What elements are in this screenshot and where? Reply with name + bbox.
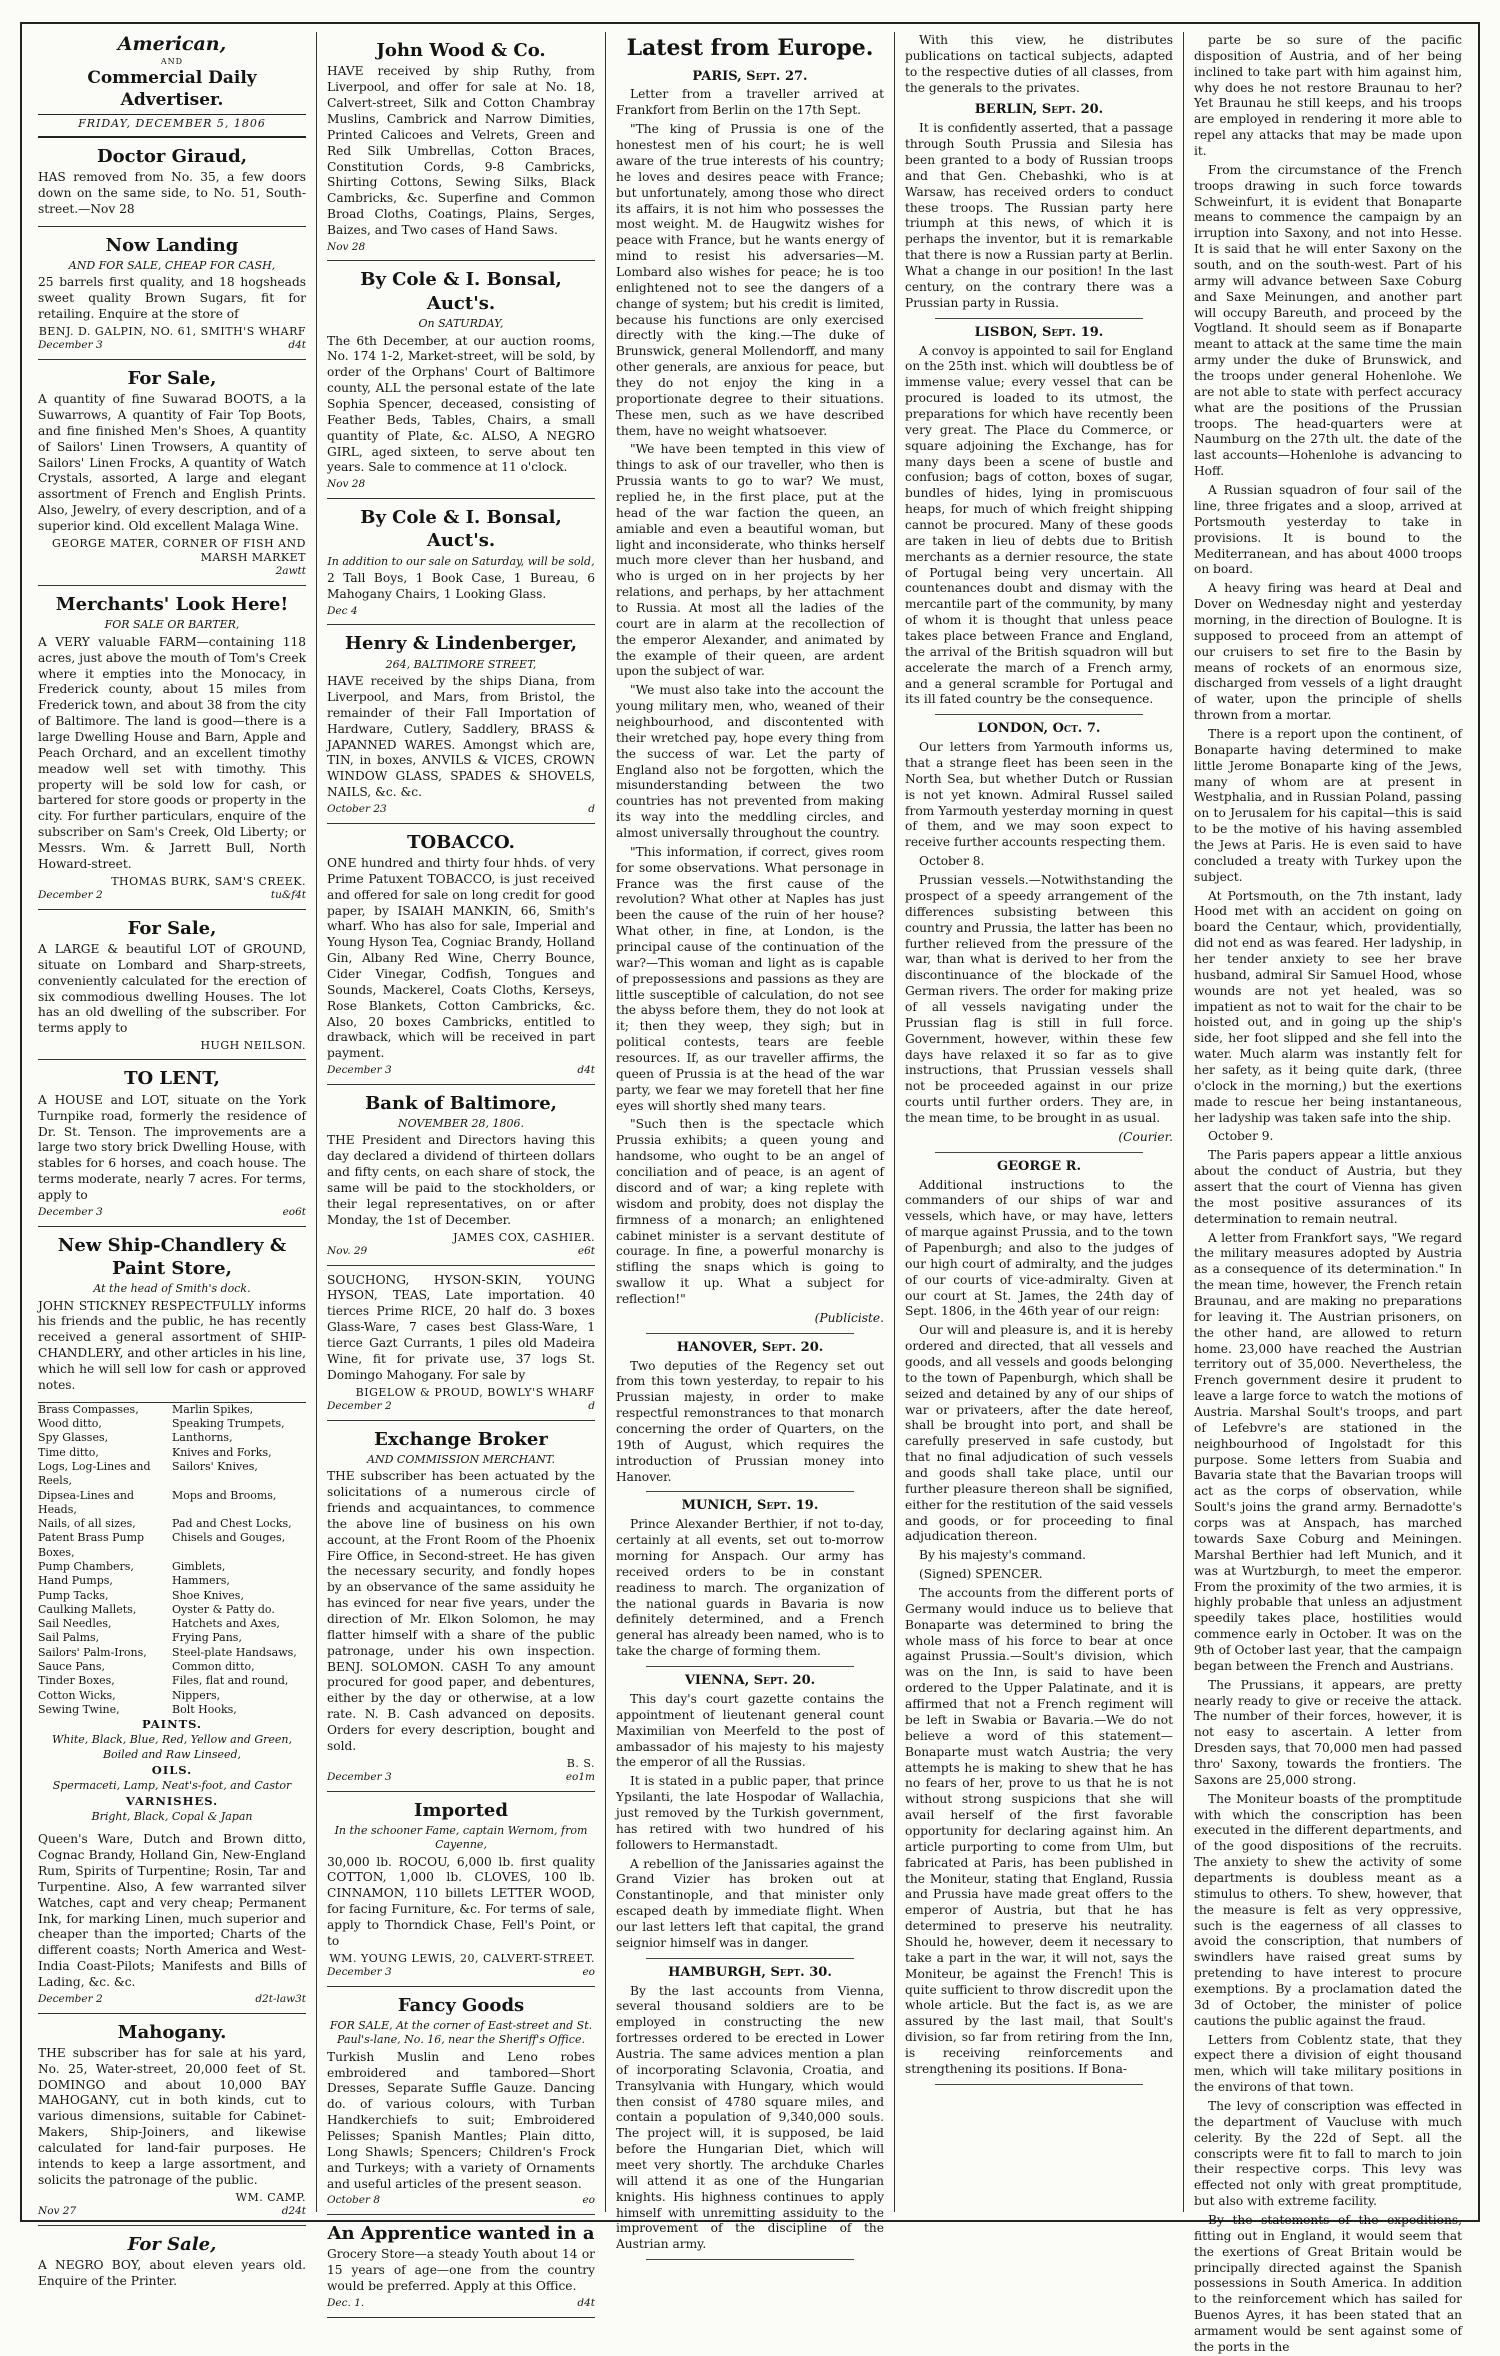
news-paragraph: By the last accounts from Vienna, several thousand soldiers are to be employed in constructing the new fortresses ordered to be erected in Lower Austria. The same advices mention a plan of incorporating Sclavonia, Croatia, and Transylvania with Hungary, which would then consist of 4780 square miles, and contain a population of 9,340,000 souls. The project will, it is supposed, be laid before the Hungarian Diet, which will meet very shortly. The archduke Charles will attend it as one of the Hungarian knights. His highness continues to apply himself with unremitting assiduity to the improvement of the discipline of the Austrian army. xyxy=(616,1983,884,2252)
news-paragraph: Two deputies of the Regency set out from this town yesterday, to repair to his Prussian majesty, in order to make respectful remonstrances to that monarch concerning the order of Quarters, on the 19th of August, which requires the introduction of Prussian money into Hanover. xyxy=(616,1358,884,1484)
ad-footer xyxy=(38,889,306,903)
chandlery-item: Tinder Boxes, xyxy=(38,1674,115,1688)
chandlery-item: Hand Pumps, xyxy=(38,1574,113,1588)
chandlery-item: Lanthorns, xyxy=(172,1431,233,1445)
news-dateline: LISBON, Sept. 19. xyxy=(974,324,1104,340)
ad-code: d xyxy=(588,802,595,815)
news-source: (Courier. xyxy=(1118,1129,1173,1144)
advertisement xyxy=(38,138,306,227)
news-paragraph: "We must also take into the account the young military men, who, weaned of their neighbourhood, and discontented with their wretched pay, hope every thing from the success of war. Let the party of England also not be forgotten, which the misunderstanding between the two countries has not prevented from making its way into the meddling circles, and almost universally throughout the country. xyxy=(616,683,884,841)
news-paragraph: October 8. xyxy=(919,854,985,869)
ad-headline: Merchants' Look Here! xyxy=(55,594,289,616)
chandlery-item: Time ditto, xyxy=(38,1445,99,1459)
chandlery-item: Common ditto, xyxy=(172,1660,255,1674)
ad-footer xyxy=(327,2297,595,2311)
news-dateline: HAMBURGH, Sept. 30. xyxy=(668,1964,832,1980)
ad-subhead: AND COMMISSION MERCHANT. xyxy=(367,1452,555,1466)
chandlery-item: Bolt Hooks, xyxy=(172,1702,237,1716)
ad-code: d xyxy=(588,1399,595,1412)
ad-headline: TO LENT, xyxy=(124,1068,220,1090)
news-paragraph: A heavy firing was heard at Deal and Dover on Wednesday night and yesterday morning, in the direction of Boulogne. It is supposed to proceed from an attempt of our cruisers to set fire to the Basin by means of rockets of an enormous size, discharged from vessels of a light draught of water, upon the principle of shells thrown from a mortar. xyxy=(1194,581,1462,723)
news-paragraph: Prussian vessels.—Notwithstanding the prospect of a speedy arrangement of the differences subsisting between this country and Prussia, the latter has been no further relieved from the pressure of the war, than what is derived to her from the discontinuance of the blockade of the German rivers. The order for making prize of all vessels navigating under the Prussian flag is still in full force. Government, however, within these few days have relaxed it so far as to give instructions, that Prussian vessels shall not be proceeded against in our prize courts until further orders. They are, in the mean time, to be brought in as usual. xyxy=(905,873,1173,1125)
ad-headline: Exchange Broker xyxy=(374,1428,548,1450)
news-paragraph: October 9. xyxy=(1208,1129,1274,1144)
advertisement xyxy=(327,1085,595,1266)
ad-footer xyxy=(327,605,595,619)
newspaper-page xyxy=(20,22,1480,2354)
ad-code: eo6t xyxy=(282,1205,306,1218)
ad-body: HAS removed from No. 35, a few doors down on the same side, to No. 51, South-street.—Nov 28 xyxy=(38,169,306,216)
news-paragraph: The accounts from the different ports of Germany would induce us to believe that Bonaparte was determined to bring the whole mass of his force to bear at once against Prussia.—Soult's division, which was on the Inn, is said to have been ordered to the Upper Palatinate, and it is affirmed that not a French regiment will be left in Swabia or Bavaria.—We do not believe a word of this statement—Bonaparte must watch Austria; the very attempts he is making to shew that he has no fears of her, prove to us that he is not without strong suspicions that she will avail herself of the first favorable opportunity for declaring against him. An article purporting to come from Ulm, but fabricated at Paris, has been published in the Moniteur, stating that England, Russia and Prussia have made great offers to the emperor of Austria, but that he has determined to preserve his neutrality. Should he, however, deem it necessary to take a part in the war, it will not, says the Moniteur, be against the French! This is quite sufficient to throw discredit upon the whole article. But the fact is, as we are assured by the last mail, that Soult's division, so far from retiring from the Inn, is receiving reinforcements and strengthening its positions. If Bona- xyxy=(905,1586,1173,2076)
ad-date: October 23 xyxy=(327,802,387,815)
chandlery-item: Marlin Spikes, xyxy=(172,1402,254,1416)
ad-headline: John Wood & Co. xyxy=(376,40,546,61)
extra-text: Queen's Ware, Dutch and Brown ditto, Cognac Brandy, Holland Gin, New-England Rum, Spirits of Turpentine; Rosin, Tar and Turpentine. Also, A few warranted silver Watches, capt and very cheap; Permanent Ink, for marking Linen, much superior and cheaper than the imported; Charts of the different coasts; North America and West-India Coast-Pilots; Manifests and Bills of Lading, &c. &c. xyxy=(38,1832,306,1989)
news-paragraph: "This information, if correct, gives room for some observations. What personage in France was the first cause of the revolution? What other at Naples has just been the cause of the ruin of her house? What other, in fine, at London, is the principal cause of the continuation of the war?—This woman and light as is capable of prepossessions and passions as they are little susceptible of calculation, do not see the abyss before them, they do not look at it; then they weep, they sigh; but in political contests, tears are feeble resources. If, as our traveller affirms, the queen of Prussia is at the head of the war party, we fear we may foretell that her fine eyes will shortly shed many tears. xyxy=(616,844,884,1113)
ad-code: tu&f4t xyxy=(270,888,306,901)
news-dateline: GEORGE R. xyxy=(996,1158,1081,1174)
ad-date: December 2 xyxy=(38,888,103,901)
oils-label: OILS. xyxy=(151,1762,193,1777)
ad-code: 2awtt xyxy=(275,565,306,578)
ad-headline: New Ship-Chandlery & Paint Store, xyxy=(57,1234,287,1279)
chandlery-item: Shoe Knives, xyxy=(172,1588,244,1602)
advertisement xyxy=(327,1987,595,2215)
ad-date: Nov 28 xyxy=(327,240,366,253)
ad-code: eo xyxy=(582,2194,595,2207)
ad-code: eo xyxy=(582,1966,595,1979)
chandlery-item: Pump Chambers, xyxy=(38,1560,134,1573)
section-divider xyxy=(646,1666,854,1667)
advertisement xyxy=(327,32,595,261)
chandlery-item: Caulking Mallets, xyxy=(38,1602,137,1616)
column-2 xyxy=(317,32,606,2310)
advertisement xyxy=(327,2215,595,2318)
news-dateline: HANOVER, Sept. 20. xyxy=(676,1339,824,1355)
ad-date: October 8 xyxy=(327,2194,381,2207)
section-divider xyxy=(646,1333,854,1334)
news-paragraph: By his majesty's command. xyxy=(919,1548,1086,1563)
chandlery-item: Chisels and Gouges, xyxy=(172,1531,286,1545)
ad-body: HAVE received by the ships Diana, from Liverpool, and Mars, from Bristol, the remainder of their Fall Importation of Hardware, Cutlery, Saddlery, BRASS & JAPANNED WARES. Amongst which are, TIN, in boxes, ANVILS & VICES, CROWN WINDOW GLASS, SPADES & SHOVELS, NAILS, &c. &c. xyxy=(327,674,595,800)
ad-footer xyxy=(327,803,595,817)
news-paragraph: Our will and pleasure is, and it is hereby ordered and directed, that all vessels and goods, and all vessels and goods belonging to the town of Papenburgh, which shall be seized and detained by any of our ships of war or privateers, after the date hereof, shall be brought into port, and shall be carefully preserved in safe custody, but that no final adjudication of such vessels and goods shall take place, until our further pleasure thereon shall be signified, either for the restitution of the said vessels and goods, or for proceeding to final adjudication thereon. xyxy=(905,1323,1173,1544)
ad-body: 30,000 lb. ROCOU, 6,000 lb. first quality COTTON, 1,000 lb. CLOVES, 100 lb. CINNAMON, 110 billets LETTER WOOD, for facing Furniture, &c. For terms of sale, apply to Thorndick Chase, Fell's Point, or to xyxy=(327,1854,595,1948)
ad-code: d4t xyxy=(288,339,306,352)
news-paragraph: Prince Alexander Berthier, if not to-day, certainly at all events, set out to-morrow morning for Anspach. Our army has received orders to be in constant readiness to march. The organization of the national guards in Bavaria is now definitely determined, and a French general has already been named, who is to take the charge of forming them. xyxy=(616,1517,884,1659)
chandlery-item: Knives and Forks, xyxy=(172,1445,272,1459)
chandlery-item: Oyster & Patty do. xyxy=(172,1602,275,1616)
ad-subhead: AND FOR SALE, CHEAP FOR CASH, xyxy=(68,258,276,272)
column-1 xyxy=(28,32,317,2288)
chandlery-item: Nippers, xyxy=(172,1688,221,1702)
masthead-title: American, xyxy=(117,33,227,55)
ad-headline: By Cole & I. Bonsal, Auct's. xyxy=(360,269,562,314)
chandlery-item: Files, flat and round, xyxy=(172,1674,289,1688)
news-paragraph: (Signed) SPENCER. xyxy=(919,1567,1043,1582)
ad-footer xyxy=(38,1206,306,1220)
advertisement xyxy=(38,227,306,360)
ad-signature: BENJ. D. GALPIN, NO. 61, SMITH'S WHARF xyxy=(38,324,306,338)
ad-headline: An Apprentice wanted in a xyxy=(327,2223,595,2245)
ad-date: Dec 4 xyxy=(327,604,358,617)
ad-body: ONE hundred and thirty four hhds. of very Prime Patuxent TOBACCO, is just received and offered for sale on long credit for good paper, by ISAIAH MANKIN, 66, Smith's wharf. Who has also for sale, Imperial and Young Hyson Tea, Cogniac Brandy, Holland Gin, Albany Red Wine, Cherry Bounce, Cider Vinegar, Codfish, Tongues and Sounds, Mackerel, Coats Cloths, Kerseys, Rose Blankets, Cotton Cambricks, &c. Also, 20 boxes Cambricks, entitled to drawback, which will be received in part payment. xyxy=(327,855,595,1061)
ad-date: December 3 xyxy=(38,339,103,352)
news-dateline: PARIS, Sept. 27. xyxy=(692,68,808,84)
ad-signature: JAMES COX, CASHIER. xyxy=(453,1230,595,1244)
chandlery-item: Speaking Trumpets, xyxy=(172,1417,285,1431)
col4-lead: With this view, he distributes publications on tactical subjects, adapted to the respective duties of all classes, from the generals to the privates. xyxy=(905,33,1173,95)
ad-headline: Bank of Baltimore, xyxy=(365,1092,557,1114)
news-paragraph: "The king of Prussia is one of the honestest men of his court; he is well aware of the true interests of his country; he loves and desires peace with France; but unfortunately, among those who direct its affairs, it is not him who possesses the most weight. M. de Haugwitz wishes for peace with France, but he wants energy of mind to resist his adversaries—M. Lombard also wishes for peace; he is too enlightened not to see the dangers of a change of system; but his credit is limited, because his functions are only exercised directly with the king.—The duke of Brunswick, general Mollendorff, and many other generals, are anxious for peace, but they do not enjoy the king in a proportionate degree to their situations. These men, such as we have described them, have no weight whatsoever. xyxy=(616,122,884,438)
last-ad-head: For Sale, xyxy=(127,2233,217,2255)
mahogany-sign: WM. CAMP. xyxy=(235,2190,306,2204)
masthead xyxy=(38,32,306,138)
ad-headline: For Sale, xyxy=(127,367,217,389)
ad-body: The 6th December, at our auction rooms, No. 174 1-2, Market-street, will be sold, by order of the Orphans' Court of Baltimore county, ALL the personal estate of the late Sophia Spencer, deceased, consisting of Feather Beds, Tables, Chairs, a small quantity of Plate, &c. ALSO, A NEGRO GIRL, aged sixteen, to serve about ten years. Sale to commence at 11 o'clock. xyxy=(327,333,595,475)
news-paragraph: A letter from Frankfort says, "We regard the military measures adopted by Austria as a consequence of its determination." In the mean time, however, the French retain Braunau, and are making no preparations for leaving it. The Austrian prisoners, on the other hand, are allowed to return home. 23,000 have reached the Austrian territory out of 35,000. Nevertheless, the French government desire it prudent to leave a large force to watch the motions of Austria. Marshal Soult's troops, and part of Lefebvre's are stationed in the neighbourhood of Ingolstadt for this purpose. Some letters from Suabia and Bavaria state that the Bavarian troops will act as the corps of observation, while Soult's joins the grand army. Bernadotte's corps was at Anspach, has marched towards Saxe Coburg and Meiningen. Marshal Berthier had left Munich, and it was at Wurtzburgh, to meet the emperor. From the proximity of the two armies, it is highly probable that unless an adjustment speedily takes place, hostilities would commence early in October. It was on the 9th of October last year, that the campaign began between the French and Austrians. xyxy=(1194,1230,1462,1673)
chandlery-item: Cotton Wicks, xyxy=(38,1688,116,1702)
ad-subhead: NOVEMBER 28, 1806. xyxy=(397,1117,525,1131)
column-1-ads xyxy=(38,138,306,1403)
news-paragraph: It is confidently asserted, that a passage through South Prussia and Silesia has been granted to a body of Russian troops and that Gen. Chebashki, who is at Warsaw, has received orders to conduct these troops. The Russian party here triumph at this news, of which it is perhaps the inventor, but it is remarkable that there is now a Russian party at Berlin. What a change in our position! In the last century, on the contrary there was a Prussian party in Russia. xyxy=(905,121,1173,310)
section-divider xyxy=(935,2084,1143,2085)
news-paragraph: The Paris papers appear a little anxious about the conduct of Austria, but they assert that the court of Vienna has given the most positive assurances of its determination to remain neutral. xyxy=(1194,1148,1462,1226)
ad-body: Grocery Store—a steady Youth about 14 or 15 years of age—one from the country would be preferred. Apply at this Office. xyxy=(327,2247,595,2294)
mahogany-foot-right: d24t xyxy=(281,2204,306,2217)
news-paragraph: By the statements of the expeditions, fitting out in England, it would seem that the exertions of Great Britain would be principally directed against the Spanish possessions in South America. In addition to the reinforcement which has sailed for Buenos Ayres, it has been stated that an armament would be sent against some of the ports in the xyxy=(1194,2213,1462,2354)
ad-code: d4t xyxy=(577,1064,595,1077)
section-divider xyxy=(646,1491,854,1492)
mahogany-foot-left: Nov 27 xyxy=(38,2204,77,2217)
news-paragraph: The Prussians, it appears, are pretty nearly ready to give or receive the attack. The number of their forces, however, it is not easy to ascertain. A letter from Dresden says, that 70,000 men had passed thro' Saxony, towards the frontiers. The Saxons are 25,000 strong. xyxy=(1194,1677,1462,1787)
ad-footer xyxy=(327,1245,595,1259)
chandlery-item: Patent Brass Pump Boxes, xyxy=(38,1531,145,1559)
chandlery-item: Sail Palms, xyxy=(38,1631,100,1645)
advertisement xyxy=(38,910,306,1061)
ad-body: A VERY valuable FARM—containing 118 acres, just above the mouth of Tom's Creek where it empties into the Monocacy, in Frederick county, about 15 miles from Frederick town, and about 38 from the city of Baltimore. The land is good—there is a large Dwelling House and Barn, Apple and Peach Orchard, and an excellent timothy meadow well set with timothy. This property will be sold low for cash, or bartered for store goods or property in the city. For further particulars, enquire of the subscriber on Sam's Creek, Old Liberty; or Messrs. Wm. & Jarrett Bull, North Howard-street. xyxy=(38,634,306,871)
news-paragraph: "Such then is the spectacle which Prussia exhibits; a queen young and handsome, who ought to be an angel of conciliation and of peace, is an agent of discord and of war; a king replete with wisdom and probity, does not display the firmness of a monarch; an enlightened cabinet minister is a servant destitute of courage. In fine, a powerful monarchy is stifling the snaps which is going to swallow it up. What a subject for reflection!" xyxy=(616,1117,884,1306)
ad-date: December 3 xyxy=(327,1966,392,1979)
ad-code: e6t xyxy=(577,1244,595,1257)
chandlery-item: Gimblets, xyxy=(172,1560,226,1573)
ad-footer xyxy=(327,241,595,255)
chandlery-item: Sailors' Palm-Irons, xyxy=(38,1645,147,1659)
ad-signature: BIGELOW & PROUD, BOWLY'S WHARF xyxy=(355,1385,595,1399)
ad-subhead: FOR SALE, At the corner of East-street and St. Paul's-lane, No. 16, near the Sheriff's Office. xyxy=(329,2019,593,2047)
advertisement xyxy=(38,586,306,910)
chandlery-item: Sailors' Knives, xyxy=(172,1459,258,1473)
chandlery-item: Mops and Brooms, xyxy=(172,1488,277,1502)
news-paragraph: From the circumstance of the French troops drawing in such force towards Schweinfurt, it is evident that Bonaparte means to commence the campaign by an irruption into Saxony, and not into Hesse. It is said that he will enter Saxony on the south, and on the south-west. Part of his army will advance between Saxe Coburg and Saxe Meinungen, and another part will occupy Bareuth, and proceed by the Vogtland. It should seem as if Bonaparte meant to attack at the same time the main army under the duke of Brunswick, and the troops under general Hohenlohe. We are not able to state with perfect accuracy what are the positions of the Prussian troops. The head-quarters were at Naumburg on the 27th ult. the date of the last accounts—Hohenlohe is advancing to Hoff. xyxy=(1194,162,1462,479)
ad-body: A LARGE & beautiful LOT of GROUND, situate on Lombard and Sharp-streets, conveniently calculated for the erection of six commodious dwelling Houses. The lot has an old dwelling of the subscriber. For terms apply to xyxy=(38,942,306,1036)
news-paragraph: parte be so sure of the pacific disposition of Austria, and of her being inclined to take part with him against him, why does he not restore Braunau to her? Yet Braunau he still keeps, and his troops are employed in rendering it more able to repel any attacks that may be made upon it. xyxy=(1194,33,1462,159)
news-source: (Publiciste. xyxy=(814,1310,884,1325)
chandlery-item: Pad and Chest Locks, xyxy=(172,1517,292,1531)
advertisement xyxy=(38,1060,306,1226)
chandlery-item: Frying Pans, xyxy=(172,1631,242,1645)
ad-subhead: In the schooner Fame, captain Wernom, from Cayenne, xyxy=(334,1824,588,1852)
ad-signature: THOMAS BURK, SAM'S CREEK. xyxy=(111,874,306,888)
extra-foot-left: December 2 xyxy=(38,1992,103,2005)
news-paragraph: Letters from Coblentz state, that they expect there a division of eight thousand men, which will take military positions in the environs of that town. xyxy=(1194,2032,1462,2095)
ad-body: 25 barrels first quality, and 18 hogsheads sweet quality Brown Sugars, fit for retailing. Enquire at the store of xyxy=(38,275,306,321)
ad-footer xyxy=(327,1966,595,1980)
advertisement xyxy=(327,824,595,1085)
chandlery-item: Spy Glasses, xyxy=(38,1431,109,1445)
news-paragraph: "We have been tempted in this view of things to ask of our traveller, who then is Prussia wants to go to war? We must, replied he, in the first place, put at the head of the war faction the queen, an amiable and even a beautiful woman, but light and inconsiderate, who thinks herself much more clever than her husband, and who is urged on in her projects by her relations, and perhaps, by her attachment to Russia. At most all the ladies of the court are in alarm at the recollection of the emperor Alexander, and animated by the example of their queen, are ardent upon the subject of war. xyxy=(616,442,884,679)
ad-headline: By Cole & I. Bonsal, Auct's. xyxy=(360,506,562,552)
mahogany-body: THE subscriber has for sale at his yard, No. 25, Water-street, 20,000 feet of St. DOMINGO and about 10,000 BAY MAHOGANY, cut in both kinds, cut to various dimensions, suitable for Cabinet-Makers, Ship-Joiners, and likewise calculated for land-fair purposes. He intends to keep a large assortment, and solicits the patronage of the public. xyxy=(38,2045,306,2187)
column-4 xyxy=(895,32,1184,2212)
advertisement xyxy=(38,360,306,586)
ad-subhead: FOR SALE OR BARTER, xyxy=(104,618,240,632)
section-divider xyxy=(935,1152,1143,1153)
ad-footer xyxy=(327,2194,595,2208)
ad-body: HAVE received by ship Ruthy, from Liverpool, and offer for sale at No. 18, Calvert-street, Silk and Cotton Chambray Muslins, Cambrick and Narrow Dimities, Printed Calicoes and Velrets, Green and Red Silk Umbrellas, Cotton Braces, Constitution Cords, 9-8 Cambricks, Shirting Cottons, Sewing Silks, Black Cambricks, &c. Superfine and Common Broad Cloths, Coatings, Plains, Serges, Baizes, and Two cases of Hand Saws. xyxy=(327,64,595,237)
ad-signature: GEORGE MATER, CORNER OF FISH AND MARSH MARKET xyxy=(52,536,306,565)
news-paragraph: A convoy is appointed to sail for England on the 25th inst. which will doubtless be of immense value; every vessel that can be procured is loaded to its utmost, the preparations for which have recently been very great. The Place du Commerce, or square adjoining the Exchange, has for many days been a scene of bustle and confusion; bags of cotton, boxes of sugar, bundles of hides, lying in promiscuous heaps, for much of which freight shipping cannot be procured. Many of these goods are taken in lieu of debts due to British merchants as a dernier resource, the state of Portugal being very uncertain. All countenances doubt and dismay with the mercantile part of the community, by many of whom it is thought that unless peace takes place between France and England, the arrival of the British squadron will but accelerate the march of a French army, and a general scramble for Portugal and its ill fated country be the consequence. xyxy=(905,343,1173,707)
paints-text: White, Black, Blue, Red, Yellow and Green, Boiled and Raw Linseed, xyxy=(51,1733,293,1761)
chandlery-item: Sail Needles, xyxy=(38,1617,112,1631)
ad-headline: Doctor Giraud, xyxy=(97,145,247,167)
ad-body: A HOUSE and LOT, situate on the York Turnpike road, formerly the residence of Dr. St. Tenson. The improvements are a large two story brick Dwelling House, with stables for 6 horses, and coach house. The terms moderate, nearly 7 acres. For terms, apply to xyxy=(38,1092,306,1202)
ad-subhead: On SATURDAY, xyxy=(418,317,504,331)
ad-date: Nov. 29 xyxy=(327,1244,368,1257)
chandlery-item: Pump Tacks, xyxy=(38,1588,109,1602)
oils-text: Spermaceti, Lamp, Neat's-foot, and Castor xyxy=(52,1778,292,1792)
ad-footer xyxy=(38,339,306,353)
chandlery-list xyxy=(38,1403,306,1718)
ad-body: THE subscriber has been actuated by the solicitations of a numerous circle of friends and acquaintances, to commence the above line of business on his own account, at the Front Room of the Phoenix Fire Office, in Second-street. He has given the necessary security, and fondly hopes by an observance of the same assiduity he has evinced for near five years, under the direction of Mr. Elkon Solomon, he may flatter himself with a share of the public patronage, under his own inspection. BENJ. SOLOMON. CASH To any amount procured for good paper, and debentures, either by the day or otherwise, at a low rate. N. B. Cash advanced on deposits. Orders for every description, bought and sold. xyxy=(327,1469,595,1753)
ad-date: December 3 xyxy=(38,1205,103,1218)
ad-footer xyxy=(327,1771,595,1785)
ad-code: d4t xyxy=(577,2297,595,2310)
news-dateline: LONDON, Oct. 7. xyxy=(977,721,1101,737)
masthead-date: FRIDAY, DECEMBER 5, 1806 xyxy=(38,114,306,131)
masthead-and: AND xyxy=(160,56,184,66)
varnish-label: VARNISHES. xyxy=(125,1794,219,1809)
ad-date: Dec. 1. xyxy=(327,2297,365,2310)
chandlery-item: Dipsea-Lines and Heads, xyxy=(38,1488,135,1516)
ad-footer xyxy=(327,1400,595,1414)
news-dateline: MUNICH, Sept. 19. xyxy=(681,1498,819,1514)
chandlery-item: Hammers, xyxy=(172,1574,230,1588)
advertisement xyxy=(327,1421,595,1792)
mahogany-head: Mahogany. xyxy=(117,2021,227,2043)
chandlery-item: Wood ditto, xyxy=(38,1417,102,1431)
masthead-subtitle: Commercial Daily Advertiser. xyxy=(87,68,257,111)
ad-subhead: 264, BALTIMORE STREET, xyxy=(385,657,537,671)
ad-headline: Henry & Lindenberger, xyxy=(345,633,577,655)
ad-body: THE President and Directors having this day declared a dividend of thirteen dollars and fifty cents, on each share of stock, the same will be paid to the stockholders, or their legal representatives, on or after Monday, the 1st of December. xyxy=(327,1133,595,1227)
ad-code: eo1m xyxy=(565,1770,595,1783)
ad-headline: Imported xyxy=(414,1799,508,1821)
news-paragraph: A rebellion of the Janissaries against the Grand Vizier has broken out at Constantinople, and that minister only escaped death by immediate flight. When our last letters left that capital, the grand seignior himself was in danger. xyxy=(616,1856,884,1950)
news-paragraph: At Portsmouth, on the 7th instant, lady Hood met with an accident on going on board the Centaur, which, providentially, did not end as was feared. Her ladyship, in her tender anxiety to see her brave husband, admiral Sir Samuel Hood, whose wounds are not yet healed, was so impatient as not to wait for the chair to be hoisted out, and in going up the ship's side, her foot slipped and she fell into the water. Much alarm was instantly felt for her safety, as it being quite dark, (three o'clock in the morning,) but the exertions made to rescue her being instantaneous, her ladyship was taken safe into the ship. xyxy=(1194,888,1462,1125)
chandlery-item: Logs, Log-Lines and Reels, xyxy=(38,1459,151,1488)
ad-body: JOHN STICKNEY RESPECTFULLY informs his friends and the public, he has recently received a general assortment of SHIP-CHANDLERY, and other articles in his line, which he will sell low for cash or approved notes. xyxy=(38,1298,306,1392)
column-5 xyxy=(1184,32,1472,2354)
chandlery-item: Sewing Twine, xyxy=(38,1702,120,1716)
ad-headline: Fancy Goods xyxy=(397,1994,525,2016)
ad-subhead: In addition to our sale on Saturday, will be sold, xyxy=(327,554,595,568)
ad-date: December 3 xyxy=(327,1770,392,1783)
column-3 xyxy=(606,32,895,2252)
ad-body: 2 Tall Boys, 1 Book Case, 1 Bureau, 6 Mahogany Chairs, 1 Looking Glass. xyxy=(327,571,595,601)
ad-footer xyxy=(327,1064,595,1078)
news-paragraph: The Moniteur boasts of the promptitude with which the conscription has been executed in the different departments, and of the good dispositions of the recruits. The anxiety to shew the activity of some departments is doubless meant as a stimulus to others. To shew, however, that the measure is felt as very oppressive, such is the eagerness of all classes to avoid the conscription, that numbers of swindlers have raised great sums by pretending to have interest to procure exemptions. By a proclamation dated the 3d of October, the minister of police cautions the public against the fraud. xyxy=(1194,1791,1462,2028)
news-paragraph: A Russian squadron of four sail of the line, three frigates and a sloop, arrived at Portsmouth yesterday to take in provisions. It is bound to the Mediterranean, and has about 4000 troops on board. xyxy=(1194,483,1462,577)
advertisement xyxy=(327,499,595,625)
news-paragraph: Letter from a traveller arrived at Frankfort from Berlin on the 17th Sept. xyxy=(616,87,884,118)
news-paragraph: It is stated in a public paper, that prince Ypsilanti, the late Hospodar of Wallachia, just removed by the Turkish government, has retired with two hundred of his followers to Hermanstadt. xyxy=(616,1774,884,1852)
news-dateline: VIENNA, Sept. 20. xyxy=(684,1673,816,1689)
section-divider xyxy=(646,2259,854,2260)
last-ad-body: A NEGRO BOY, about eleven years old. Enquire of the Printer. xyxy=(38,2257,306,2288)
ad-footer xyxy=(38,565,306,579)
varnish-text: Bright, Black, Copal & Japan xyxy=(91,1809,253,1823)
extra-foot-right: d2t-law3t xyxy=(255,1992,306,2005)
ad-date: December 2 xyxy=(327,1399,392,1412)
section-divider xyxy=(935,714,1143,715)
ad-headline: TOBACCO. xyxy=(407,831,515,853)
ad-signature: WM. YOUNG LEWIS, 20, CALVERT-STREET. xyxy=(329,1951,595,1965)
chandlery-item: Sauce Pans, xyxy=(38,1660,106,1674)
paints-label: PAINTS. xyxy=(141,1717,203,1732)
ad-body: Turkish Muslin and Leno robes embroidered and tambored—Short Dresses, Separate Suffle Gauze. Dancing do. of various colours, with Turban Handkerchiefs to suit; Embroidered Pelisses; Spanish Mantles; Plain ditto, Long Shawls; Spencers; Children's Frock and Turkeys; with a variety of Ornaments and useful articles of the present season. xyxy=(327,2049,595,2191)
ad-date: December 3 xyxy=(327,1064,392,1077)
ad-headline: Now Landing xyxy=(105,234,239,256)
section-divider xyxy=(935,318,1143,319)
latest-from-europe-head: Latest from Europe. xyxy=(626,35,874,61)
advertisement xyxy=(327,1792,595,1987)
news-paragraph: Additional instructions to the commanders of our ships of war and vessels, which have, or may have, letters of marque against Prussia, and to the town of Papenburgh; and also to the judges of our high court of admiralty, and the judges of our courts of vice-admiralty. Given at our court at St. James, the 24th day of Sept. 1806, in the 46th year of our reign: xyxy=(905,1177,1173,1319)
chandlery-item: Steel-plate Handsaws, xyxy=(172,1645,297,1659)
negro-boy-ad xyxy=(38,2226,306,2298)
ad-signature: HUGH NEILSON. xyxy=(200,1039,306,1053)
advertisement xyxy=(327,1266,595,1421)
news-dateline: BERLIN, Sept. 20. xyxy=(974,102,1104,118)
chandlery-item: Brass Compasses, xyxy=(38,1402,139,1416)
news-paragraph: There is a report upon the continent, of Bonaparte having determined to make little Jerome Bonaparte king of the Jews, many of whom are at present in Westphalia, and in Russian Poland, passing on to Jerusalem for his capital—this is said to be the motive of his having assembled the Jews at Paris. He is even said to have concluded a treaty with Turkey upon the subject. xyxy=(1194,726,1462,884)
advertisement xyxy=(327,261,595,498)
news-paragraph: This day's court gazette contains the appointment of lieutenant general count Maximilian von Meerfeld to the post of ambassador of his majesty to his majesty the emperor of all the Russias. xyxy=(616,1691,884,1770)
ad-body: A quantity of fine Suwarad BOOTS, a la Suwarrows, A quantity of Fair Top Boots, and fine finished Men's Shoes, A quantity of Sailors' Linen Trowsers, A quantity of Sailors' Linen Frocks, A quantity of Watch Crystals, assorted, A large and elegant assortment of French and English Prints. Also, Jewelry, of every description, and of a superior kind. Old excellent Malaga Wine. xyxy=(38,392,306,533)
ad-footer xyxy=(327,478,595,492)
ad-signature: B. S. xyxy=(566,1756,595,1770)
ad-subhead: At the head of Smith's dock. xyxy=(93,1282,251,1296)
chandlery-item: Nails, of all sizes, xyxy=(38,1517,136,1531)
ad-headline: For Sale, xyxy=(127,917,217,939)
news-paragraph: The levy of conscription was effected in the department of Vaucluse with much celerity. By the 22d of Sept. all the conscripts were fit to fall to march to join their respective corps. This levy was effected not only with great promptitude, but also with extreme facility. xyxy=(1194,2099,1462,2209)
ad-body: SOUCHONG, HYSON-SKIN, YOUNG HYSON, TEAS, Late importation. 40 tierces Prime RICE, 20 half do. 3 boxes Glass-Ware, 7 cases best Glass-Ware, 1 tierce Gazt Currants, 1 piles old Madeira Wine, fit for private use, 37 logs St. Domingo Mahogany. For sale by xyxy=(327,1272,595,1382)
ad-date: Nov 28 xyxy=(327,478,366,491)
advertisement xyxy=(327,625,595,823)
advertisement xyxy=(38,1227,306,1403)
section-divider xyxy=(646,1958,854,1959)
chandlery-item: Hatchets and Axes, xyxy=(172,1617,280,1631)
news-paragraph: Our letters from Yarmouth informs us, that a strange fleet has been seen in the North Sea, but whether Dutch or Russian is not yet known. Admiral Russel sailed from Yarmouth yesterday morning in quest of them, and we may soon expect to receive further accounts respecting them. xyxy=(905,740,1173,850)
mahogany-ad xyxy=(38,2014,306,2226)
